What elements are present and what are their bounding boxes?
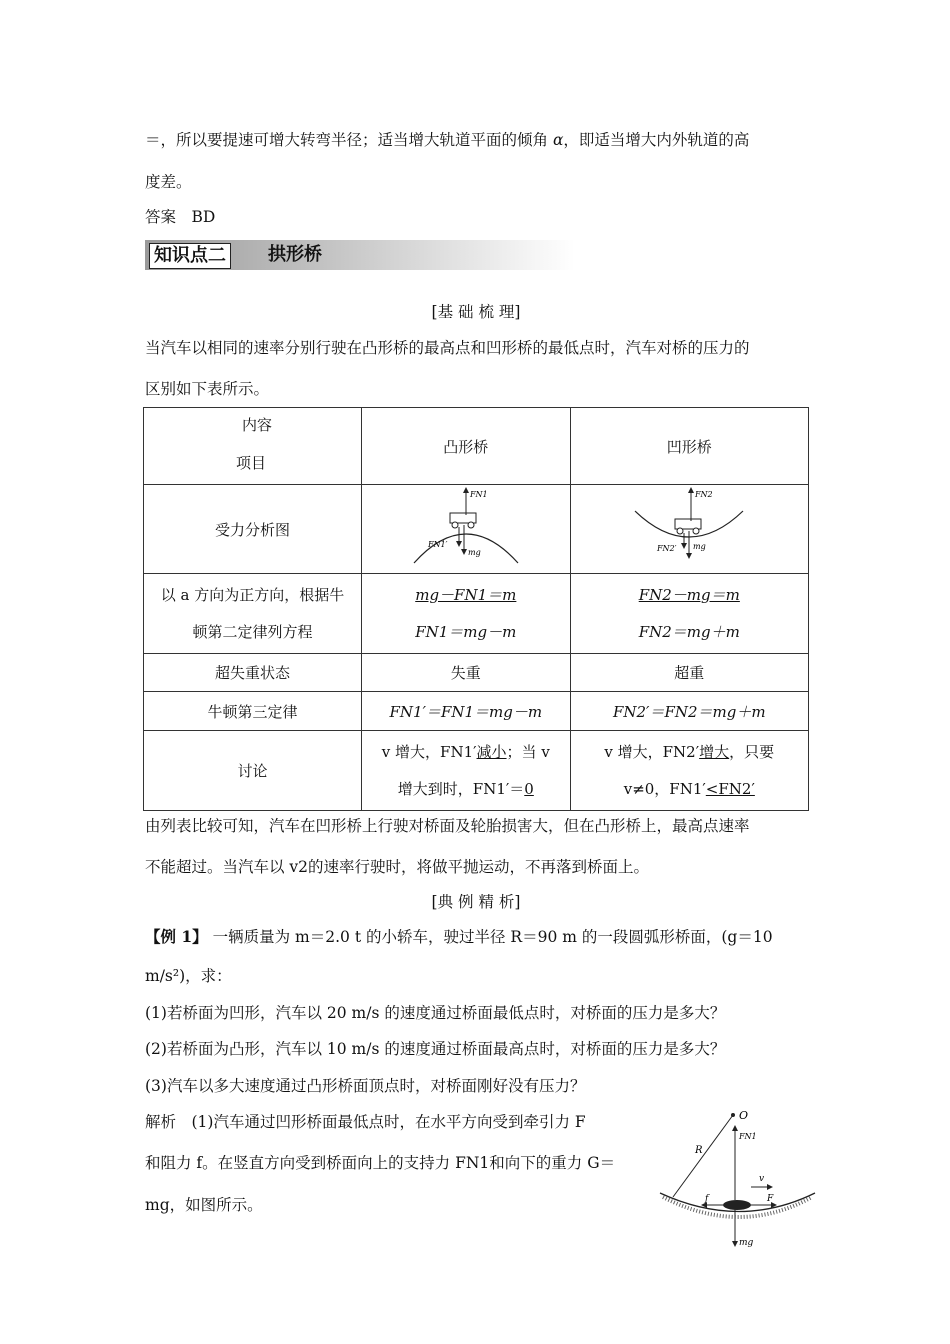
- header-concave: 凹形桥: [570, 408, 808, 485]
- top-line-2: 度差。: [145, 173, 192, 191]
- friction-f-label: f: [705, 1194, 709, 1204]
- force-label: 受力分析图: [144, 485, 362, 574]
- question-1: (1)若桥面为凹形，汽车以 20 m/s 的速度通过桥面最低点时，对桥面的压力是多大？: [145, 1004, 726, 1022]
- convex-fn1-label: FN1: [469, 490, 488, 499]
- convex-equations: [362, 574, 571, 654]
- after-table-line-1: 由列表比较可知，汽车在凹形桥上行驶对桥面及轮胎损害大，但在凸形桥上，最高点速率: [145, 817, 750, 835]
- example-mg-label: mg: [739, 1238, 754, 1248]
- concave-state: 超重: [570, 654, 808, 692]
- center-o-label: O: [739, 1109, 749, 1122]
- comparison-table: [143, 407, 809, 811]
- question-3: (3)汽车以多大速度通过凸形桥面顶点时，对桥面刚好没有压力？: [145, 1077, 586, 1095]
- top-line-1: ＝，所以要提速可增大转弯半径；适当增大轨道平面的倾角 α，即适当增大内外轨道的高: [145, 131, 750, 149]
- discussion-label: 讨论: [144, 731, 362, 811]
- table-row-force: [144, 485, 809, 574]
- velocity-label: v: [759, 1174, 765, 1184]
- section-title: 拱形桥: [268, 244, 322, 265]
- solution-line-3: mg，如图所示。: [145, 1196, 263, 1214]
- equation-label: 以 a 方向为正方向，根据牛 顿第二定律列方程: [144, 574, 362, 654]
- concave-equations: [570, 574, 808, 654]
- basics-heading: [基 础 梳 理]: [431, 303, 521, 321]
- convex-discussion: v 增大，FN1′减小；当 v 增大到时，FN1′＝0: [362, 731, 571, 811]
- example-fn1-label: FN1: [739, 1132, 757, 1141]
- table-row-state: [144, 654, 809, 692]
- third-law-label: 牛顿第三定律: [144, 692, 362, 731]
- table-row-third-law: [144, 692, 809, 731]
- concave-discussion: v 增大，FN2′增大，只要 v≠0，FN1′<FN2′: [570, 731, 808, 811]
- solution-line-2: 和阻力 f。在竖直方向受到桥面向上的支持力 FN1和向下的重力 G＝: [145, 1154, 616, 1172]
- intro-line-2: 区别如下表所示。: [145, 380, 270, 398]
- table-row-discussion: [144, 731, 809, 811]
- example-line-2: m/s²)，求：: [145, 967, 232, 985]
- convex-eq-1: mg－FN1＝m: [415, 585, 517, 604]
- header-content-label: 内容: [242, 416, 273, 434]
- question-2: (2)若桥面为凸形，汽车以 10 m/s 的速度通过桥面最高点时，对桥面的压力是多大？: [145, 1040, 726, 1058]
- convex-eq-2: FN1＝mg－m: [415, 622, 517, 641]
- concave-bridge-diagram: [629, 485, 749, 569]
- concave-third-law: FN2′＝FN2＝mg＋m: [570, 692, 808, 731]
- concave-fn2p-label: FN2′: [657, 544, 677, 553]
- convex-mg-label: mg: [467, 548, 481, 557]
- traction-f-label: F: [767, 1194, 774, 1204]
- example-tag: 【例 1】: [145, 927, 208, 946]
- table-header-row: [144, 408, 809, 485]
- concave-bridge-example-figure: [655, 1105, 825, 1255]
- convex-bridge-diagram: [406, 485, 526, 569]
- table-row-equation: [144, 574, 809, 654]
- example-line-1: 【例 1】 一辆质量为 m＝2.0 t 的小轿车，驶过半径 R＝90 m 的一段圆弧形桥面，(g＝10: [145, 927, 773, 946]
- concave-eq-1: FN2－mg＝m: [638, 585, 740, 604]
- convex-force-diagram: [362, 485, 571, 574]
- after-table-line-2: 不能超过。当汽车以 v2的速率行驶时，将做平抛运动，不再落到桥面上。: [145, 858, 650, 876]
- header-diagonal-cell: [144, 408, 362, 485]
- concave-mg-label: mg: [693, 542, 706, 551]
- convex-fn1p-label: FN1′: [427, 540, 448, 549]
- concave-fn2-label: FN2: [695, 490, 713, 499]
- convex-state: 失重: [362, 654, 571, 692]
- concave-eq-2: FN2＝mg＋m: [638, 622, 740, 641]
- state-label: 超失重状态: [144, 654, 362, 692]
- section-number-box: 知识点二: [149, 243, 231, 269]
- answer-line: 答案 BD: [145, 208, 216, 226]
- header-item-label: 项目: [236, 454, 267, 472]
- intro-line-1: 当汽车以相同的速率分别行驶在凸形桥的最高点和凹形桥的最低点时，汽车对桥的压力的: [145, 339, 750, 357]
- example-heading: [典 例 精 析]: [431, 893, 521, 911]
- header-convex: 凸形桥: [362, 408, 571, 485]
- solution-line-1: 解析 (1)汽车通过凹形桥面最低点时，在水平方向受到牵引力 F: [145, 1113, 586, 1131]
- radius-label: R: [695, 1145, 703, 1156]
- concave-force-diagram: [570, 485, 808, 574]
- convex-third-law: FN1′＝FN1＝mg－m: [362, 692, 571, 731]
